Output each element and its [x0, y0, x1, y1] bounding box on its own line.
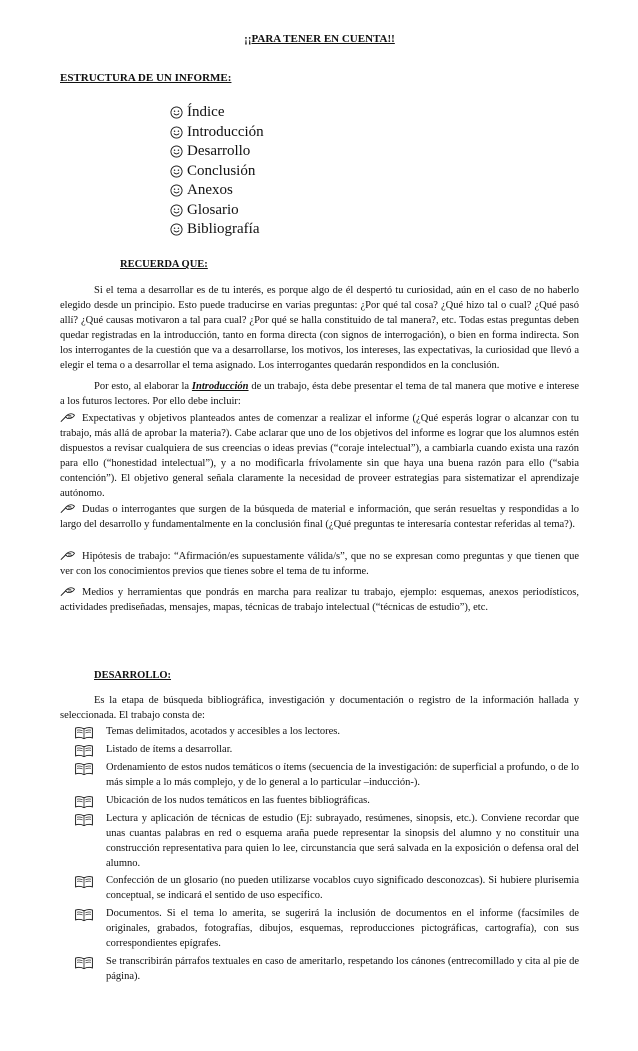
list-item: Confección de un glosario (no pueden utilizarse vocablos cuyo significado desconozcas). Si hubiere plurisemia conceptual, se indicará el sentido de uso específico.: [74, 874, 579, 904]
open-book-icon: [74, 795, 94, 809]
estructura-item: Índice: [170, 103, 264, 123]
writing-hand-icon: [60, 410, 76, 423]
writing-hand-icon: [60, 584, 76, 597]
page-title: ¡¡PARA TENER EN CUENTA!!: [244, 33, 395, 45]
estructura-list: [170, 103, 264, 240]
desarrollo-list: [74, 725, 579, 988]
smiley-icon: [170, 223, 183, 236]
list-item: Se transcribirán párrafos textuales en caso de ameritarlo, respetando los cánones (entrecomillado y cita al pie de página).: [74, 955, 579, 985]
list-item: Temas delimitados, acotados y accesibles a los lectores.: [74, 725, 579, 740]
open-book-icon: [74, 726, 94, 740]
writing-hand-icon: [60, 501, 76, 514]
bullet-expectativas: Expectativas y objetivos planteados antes de comenzar a realizar el informe (¿Qué esperás lograr o alcanzar con tu trabajo, más allá de aprobar la materia?). Cabe aclarar que uno de los objetivos del informe es lograr que los alumnos estén dispuestos a revisar cualquiera de sus creencias o ideas previas (“coraje intelectual”), a cambiarla cuando exista una razón para ello (“honestidad intelectual”), y a no modificarla frívolamente sin que haya una buena razón para ello (“sabia contención”). El objetivo general señala claramente la necesidad de proveer estrategias para sistematizar el aprendizaje autónomo.: [60, 410, 579, 501]
list-item: Ubicación de los nudos temáticos en las fuentes bibliográficas.: [74, 794, 579, 809]
list-item: Listado de ítems a desarrollar.: [74, 743, 579, 758]
estructura-item: Bibliografía: [170, 220, 264, 240]
smiley-icon: [170, 165, 183, 178]
open-book-icon: [74, 908, 94, 922]
smiley-icon: [170, 204, 183, 217]
paragraph-interes: Si el tema a desarrollar es de tu interés, es porque algo de él despertó tu curiosidad, aún en el caso de no haberlo elegido desde un principio. Esto puede traducirse en varias preguntas: ¿Por qué tal cosa? ¿Qué hizo tal o cual? ¿Qué pasó allí? ¿Qué causas motivaron a tal para cual? ¿Por qué se halla constituido de tal manera?, etc. Todas estas preguntas deben quedar registradas en la introducción, tanto en forma directa (con signos de interrogación), o bien en forma indirecta. Son los interrogantes de la cuestión que va a desarrollarse, los motivos, los intereses, las expectativas, la curiosidad que llevó a elegir el tema o a desarrollar el tema asignado. Los interrogantes quedarán respondidos en la conclusión.: [60, 285, 579, 371]
bullet-medios: Medios y herramientas que pondrás en marcha para realizar tu trabajo, ejemplo: esquemas, anexos periodísticos, actividades prediseñadas, mensajes, mapas, técnicas de trabajo intelectual (“técnicas de estudio”), etc.: [60, 584, 579, 616]
smiley-icon: [170, 126, 183, 139]
smiley-icon: [170, 184, 183, 197]
estructura-item: Desarrollo: [170, 142, 264, 162]
open-book-icon: [74, 813, 94, 827]
introduccion-emphasis: Introducción: [191, 381, 249, 392]
list-item: Ordenamiento de estos nudos temáticos o ítems (secuencia de la investigación: de superficial a profundo, o de lo más simple a lo más complejo, y de lo general a lo particular –inducción-).: [74, 761, 579, 791]
estructura-item: Anexos: [170, 181, 264, 201]
open-book-icon: [74, 956, 94, 970]
open-book-icon: [74, 875, 94, 889]
list-item: Documentos. Si el tema lo amerita, se sugerirá la inclusión de documentos en el informe (facsímiles de originales, grabados, fotografías, dibujos, esquemas, reproducciones pictográficas, cartografía), con sus correspondientes epígrafes.: [74, 907, 579, 952]
open-book-icon: [74, 762, 94, 776]
recuerda-heading: RECUERDA QUE:: [120, 259, 208, 270]
smiley-icon: [170, 145, 183, 158]
desarrollo-intro: Es la etapa de búsqueda bibliográfica, investigación y documentación o registro de la información hallada y seleccionada. El trabajo consta de:: [60, 695, 579, 721]
estructura-item: Conclusión: [170, 162, 264, 182]
open-book-icon: [74, 744, 94, 758]
bullet-hipotesis: Hipótesis de trabajo: “Afirmación/es supuestamente válida/s”, que no se expresan como preguntas y que tienen que ver con los conocimientos previos que tienes sobre el tema de tu informe.: [60, 548, 579, 580]
desarrollo-heading: DESARROLLO:: [94, 670, 172, 681]
bullet-dudas: Dudas o interrogantes que surgen de la búsqueda de material e información, que serán resueltas y respondidas a lo largo del desarrollo y fundamentalmente en la conclusión final (¿Qué preguntas te interesaría contestar referidas al tema?).: [60, 501, 579, 533]
writing-hand-icon: [60, 548, 76, 561]
estructura-heading: ESTRUCTURA DE UN INFORME:: [60, 72, 232, 84]
list-item: Lectura y aplicación de técnicas de estudio (Ej: subrayado, resúmenes, sinopsis, etc.). Conviene recordar que unas cuantas palabras en red o esquema araña puede representar la sinopsis del alumno y no constituir una construcción representativa para quien lo lee, circunstancia que será salvada en la exposición o defensa oral del alumno.: [74, 812, 579, 872]
estructura-item: Glosario: [170, 201, 264, 221]
paragraph-introduccion: Por esto, al elaborar la Introducción de un trabajo, ésta debe presentar el tema de tal manera que motive e interese a los futuros lectores. Por ello debe incluir:: [60, 381, 579, 407]
estructura-item: Introducción: [170, 123, 264, 143]
smiley-icon: [170, 106, 183, 119]
